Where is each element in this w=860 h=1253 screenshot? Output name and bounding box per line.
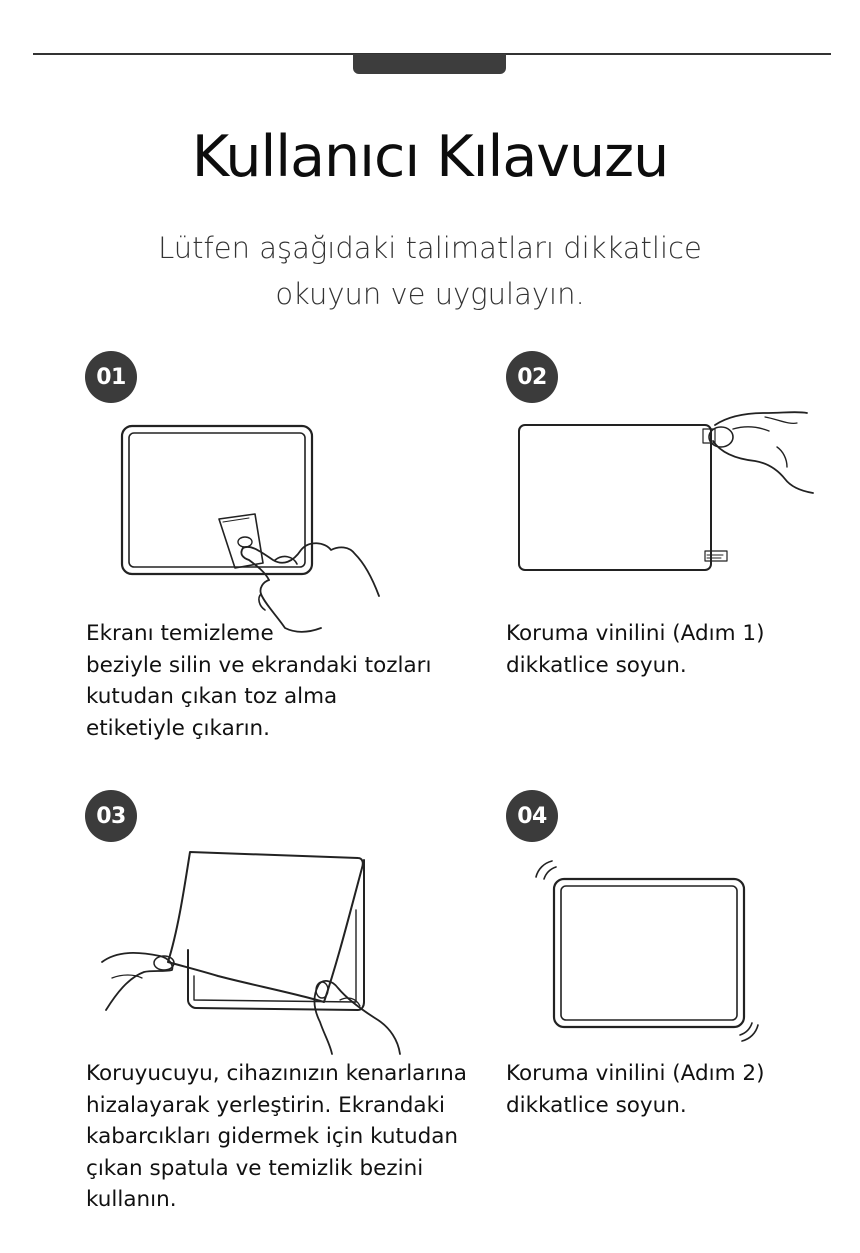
step-4-badge: 04 [506, 790, 558, 842]
step-3-line: hizalayarak yerleştirin. Ekrandaki [86, 1092, 446, 1118]
step-2-line: Koruma vinilini (Adım 1) [506, 621, 765, 646]
step-1-line: kutudan çıkan toz alma [86, 684, 338, 709]
step-3-line: kullanın. [86, 1187, 177, 1212]
step-4-line: dikkatlice soyun. [506, 1092, 687, 1118]
subtitle-line-1: Lütfen aşağıdaki talimatları dikkatlice [158, 231, 702, 265]
protector-align-illustration [98, 850, 408, 1055]
step-3-badge: 03 [85, 790, 137, 842]
header-tab [353, 54, 506, 74]
page-subtitle [130, 225, 730, 317]
film-peel-step1-illustration [515, 405, 820, 580]
step-2-badge: 02 [506, 351, 558, 403]
step-2-line: dikkatlice soyun. [506, 652, 687, 678]
step-1-badge: 01 [85, 351, 137, 403]
tablet-cleaning-illustration [115, 420, 395, 640]
step-3-text [86, 1058, 467, 1216]
step-1-line: beziyle silin ve ekrandaki tozları [86, 652, 432, 678]
step-3-line: çıkan spatula ve temizlik bezini [86, 1155, 424, 1181]
subtitle-line-2: okuyun ve uygulayın. [275, 277, 585, 311]
page-title: Kullanıcı Kılavuzu [191, 124, 669, 190]
step-3-line: Koruyucuyu, cihazınızın kenarlarına [86, 1061, 467, 1086]
step-1-line: etiketiyle çıkarın. [86, 715, 271, 741]
step-3-line: kabarcıkları gidermek için kutudan [86, 1124, 459, 1149]
step-1-line: Ekranı temizleme [86, 621, 274, 646]
step-1-text [86, 618, 432, 744]
step-4-text [506, 1058, 764, 1121]
step-4-line: Koruma vinilini (Adım 2) [506, 1061, 765, 1086]
step-2-text [506, 618, 764, 681]
film-peel-step2-illustration [530, 855, 765, 1050]
